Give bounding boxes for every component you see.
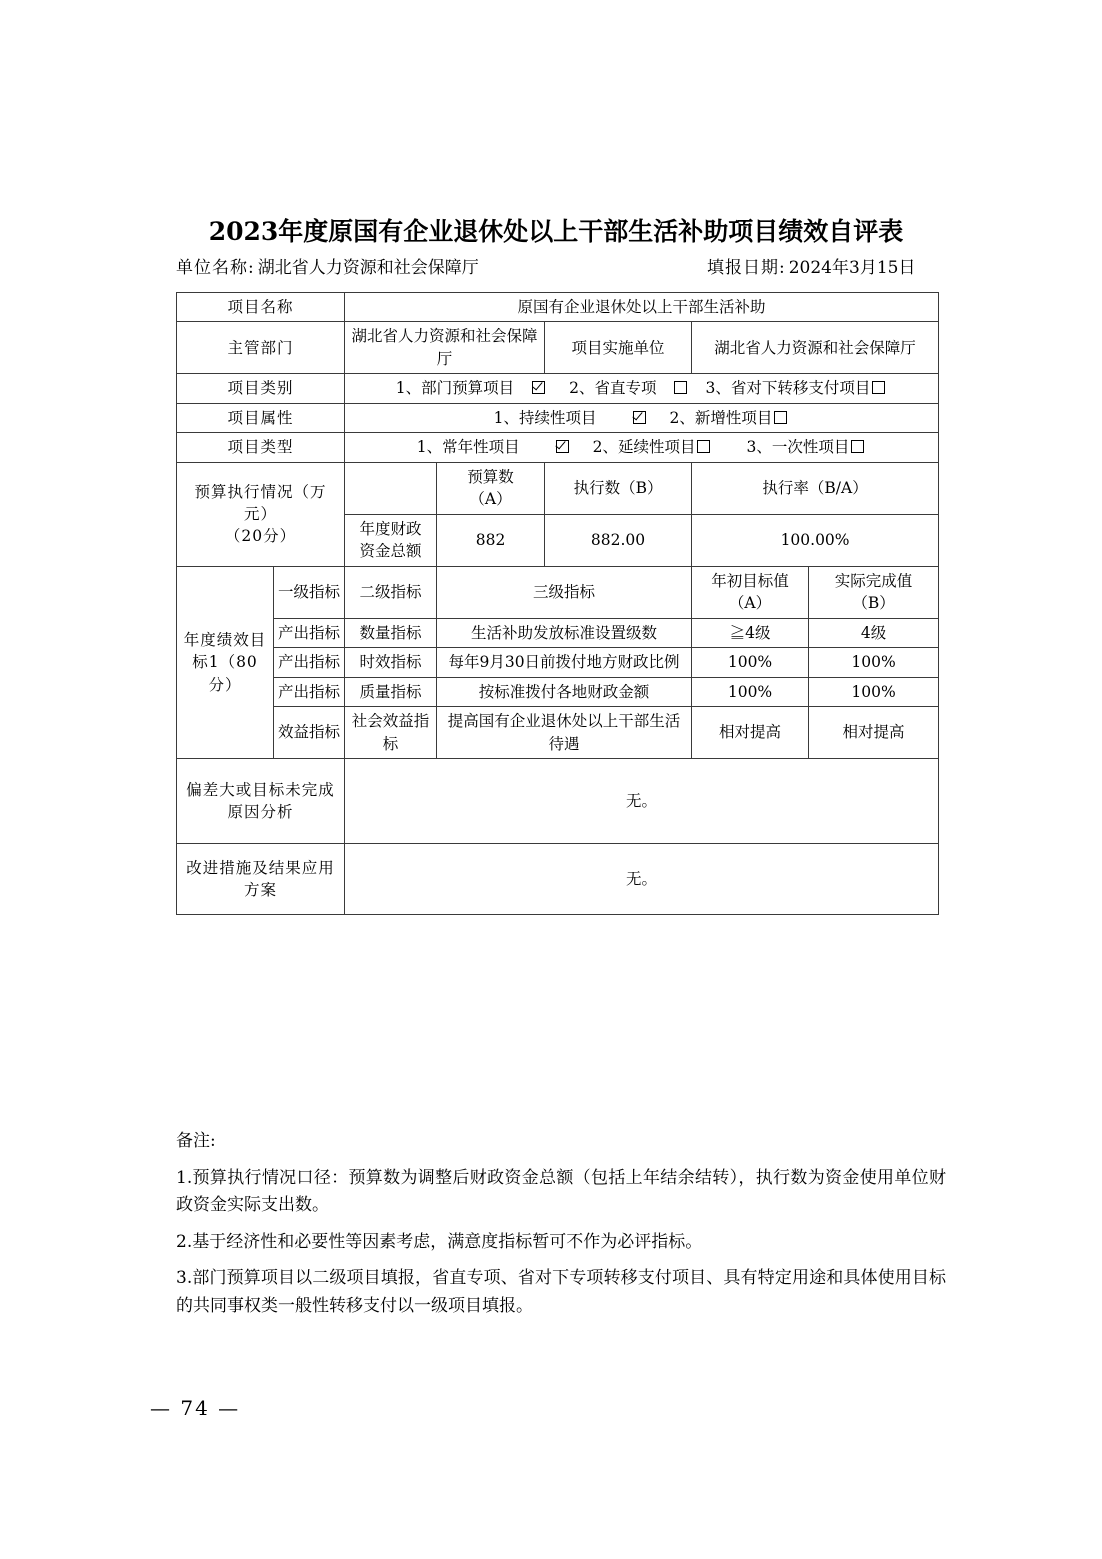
improvement-label	[177, 843, 345, 914]
perf-header-actual-line2: （B）	[852, 594, 895, 613]
table-row	[177, 677, 939, 706]
type-option-2-text: 3、一次性项目	[746, 438, 850, 457]
project-type-options	[345, 433, 939, 462]
department-value: 湖北省人力资源和社会保障厅	[345, 322, 545, 374]
perf-row-3-level2: 社会效益指标	[345, 707, 437, 759]
report-date-value: 2024年3月15日	[788, 258, 916, 278]
budget-row-name-line1: 年度财政	[359, 519, 422, 538]
department-label: 主管部门	[177, 322, 345, 374]
perf-row-0-actual: 4级	[809, 618, 939, 647]
perf-row-1-level2: 时效指标	[345, 648, 437, 677]
perf-row-1-target: 100%	[692, 648, 809, 677]
perf-row-3-level3: 提高国有企业退休处以上干部生活待遇	[437, 707, 692, 759]
attribute-option-0-text: 1、持续性项目	[493, 408, 597, 427]
table-row-project-category	[177, 374, 939, 403]
category-option-1[interactable]	[569, 377, 689, 399]
table-row-perf-header	[177, 566, 939, 618]
table-row	[177, 707, 939, 759]
perf-row-3-actual: 相对提高	[809, 707, 939, 759]
note-item-2: 2.基于经济性和必要性等因素考虑，满意度指标暂可不作为必评指标。	[176, 1231, 703, 1252]
checkbox-unchecked-icon[interactable]	[674, 381, 687, 394]
perf-row-0-level3: 生活补助发放标准设置级数	[437, 618, 692, 647]
budget-header-rate: 执行率（B/A）	[692, 462, 939, 514]
project-category-label: 项目类别	[177, 374, 345, 403]
perf-row-1-level1: 产出指标	[274, 648, 345, 677]
unit-name-label: 单位名称:	[176, 258, 255, 278]
category-option-0[interactable]	[396, 377, 547, 399]
budget-header-amount-line2: （A）	[469, 490, 512, 509]
table-row-improvement	[177, 843, 939, 914]
attribute-option-1[interactable]	[670, 407, 790, 429]
perf-row-0-level2: 数量指标	[345, 618, 437, 647]
budget-section-label-line2: （20分）	[224, 527, 297, 546]
perf-row-3-level1: 效益指标	[274, 707, 345, 759]
project-type-label: 项目类型	[177, 433, 345, 462]
category-option-2[interactable]	[705, 377, 887, 399]
budget-header-blank	[345, 462, 437, 514]
perf-section-label-line1: 年度绩效目	[183, 630, 267, 649]
budget-header-executed: 执行数（B）	[545, 462, 692, 514]
impl-unit-value: 湖北省人力资源和社会保障厅	[692, 322, 939, 374]
budget-row-name-line2: 资金总额	[359, 542, 422, 561]
performance-self-evaluation-table	[176, 292, 939, 915]
perf-row-0-level1: 产出指标	[274, 618, 345, 647]
perf-header-level2: 二级指标	[345, 566, 437, 618]
budget-row-executed: 882.00	[545, 514, 692, 566]
table-row-project-attribute	[177, 403, 939, 432]
table-row-project-type	[177, 433, 939, 462]
checkbox-checked-icon[interactable]	[532, 381, 545, 394]
note-item-1: 1.预算执行情况口径：预算数为调整后财政资金总额（包括上年结余结转），执行数为资金使用单位财政资金实际支出数。	[176, 1167, 946, 1216]
report-date-label: 填报日期:	[707, 258, 786, 278]
perf-row-2-level2: 质量指标	[345, 677, 437, 706]
attribute-option-0[interactable]	[494, 407, 648, 429]
perf-row-1-actual: 100%	[809, 648, 939, 677]
unit-name-value: 湖北省人力资源和社会保障厅	[257, 258, 479, 278]
document-meta	[176, 253, 938, 279]
table-row	[177, 648, 939, 677]
note-item-3: 3.部门预算项目以二级项目填报，省直专项、省对下专项转移支付项目、具有特定用途和具体使用目标的共同事权类一般性转移支付以一级项目填报。	[176, 1268, 946, 1316]
project-category-options	[345, 374, 939, 403]
deviation-label	[177, 758, 345, 843]
perf-row-2-target: 100%	[692, 677, 809, 706]
category-option-0-text: 1、部门预算项目	[395, 379, 515, 398]
table-row-deviation	[177, 758, 939, 843]
page-title: 2023年度原国有企业退休处以上干部生活补助项目绩效自评表	[208, 217, 904, 246]
perf-header-actual	[809, 566, 939, 618]
budget-section-label	[177, 462, 345, 566]
deviation-label-line1: 偏差大或目标未完成	[186, 780, 335, 799]
budget-row-amount: 882	[437, 514, 545, 566]
budget-row-rate: 100.00%	[692, 514, 939, 566]
type-option-1-text: 2、延续性项目	[592, 438, 696, 457]
category-option-2-text: 3、省对下转移支付项目	[705, 379, 871, 398]
impl-unit-label: 项目实施单位	[545, 322, 692, 374]
unit-name-field	[176, 253, 479, 278]
notes-section	[176, 1128, 946, 1329]
budget-section-label-line1: 预算执行情况（万元）	[194, 482, 327, 524]
perf-row-2-level1: 产出指标	[274, 677, 345, 706]
table-row-department	[177, 322, 939, 374]
category-option-1-text: 2、省直专项	[569, 379, 657, 398]
perf-section-label-line2: 标1（80分）	[192, 653, 258, 694]
budget-header-amount	[437, 462, 545, 514]
table-row-project-name	[177, 293, 939, 322]
budget-header-amount-line1: 预算数	[467, 467, 514, 486]
checkbox-checked-icon[interactable]	[633, 411, 646, 424]
perf-header-actual-line1: 实际完成值	[834, 571, 913, 590]
perf-row-2-actual: 100%	[809, 677, 939, 706]
checkbox-unchecked-icon[interactable]	[774, 411, 787, 424]
attribute-option-1-text: 2、新增性项目	[669, 408, 773, 427]
table-row-budget-header	[177, 462, 939, 514]
improvement-label-line1: 改进措施及结果应用	[186, 858, 335, 877]
report-date-field	[707, 253, 915, 278]
project-attribute-options	[345, 403, 939, 432]
table-row	[177, 618, 939, 647]
perf-row-3-target: 相对提高	[692, 707, 809, 759]
perf-section-label	[177, 566, 274, 758]
perf-header-target: 年初目标值（A）	[692, 566, 809, 618]
type-option-0-text: 1、常年性项目	[416, 438, 520, 457]
checkbox-unchecked-icon[interactable]	[872, 381, 885, 394]
type-option-0[interactable]	[417, 436, 571, 458]
perf-header-level3: 三级指标	[437, 566, 692, 618]
deviation-label-line2: 原因分析	[227, 802, 294, 821]
type-option-2[interactable]	[746, 436, 866, 458]
improvement-label-line2: 方案	[244, 880, 278, 899]
checkbox-unchecked-icon[interactable]	[851, 440, 864, 453]
project-attribute-label: 项目属性	[177, 403, 345, 432]
perf-row-1-level3: 每年9月30日前拨付地方财政比例	[437, 648, 692, 677]
project-name-label: 项目名称	[177, 293, 345, 322]
perf-row-2-level3: 按标准拨付各地财政金额	[437, 677, 692, 706]
perf-row-0-target: ≧4级	[692, 618, 809, 647]
deviation-value: 无。	[345, 758, 939, 843]
budget-row-name	[345, 514, 437, 566]
project-name-value: 原国有企业退休处以上干部生活补助	[345, 293, 939, 322]
page-number: — 74 —	[150, 1396, 241, 1420]
improvement-value: 无。	[345, 843, 939, 914]
perf-header-level1: 一级指标	[274, 566, 345, 618]
type-option-1[interactable]	[593, 436, 713, 458]
notes-heading: 备注:	[176, 1131, 216, 1151]
checkbox-checked-icon[interactable]	[556, 440, 569, 453]
checkbox-unchecked-icon[interactable]	[697, 440, 710, 453]
